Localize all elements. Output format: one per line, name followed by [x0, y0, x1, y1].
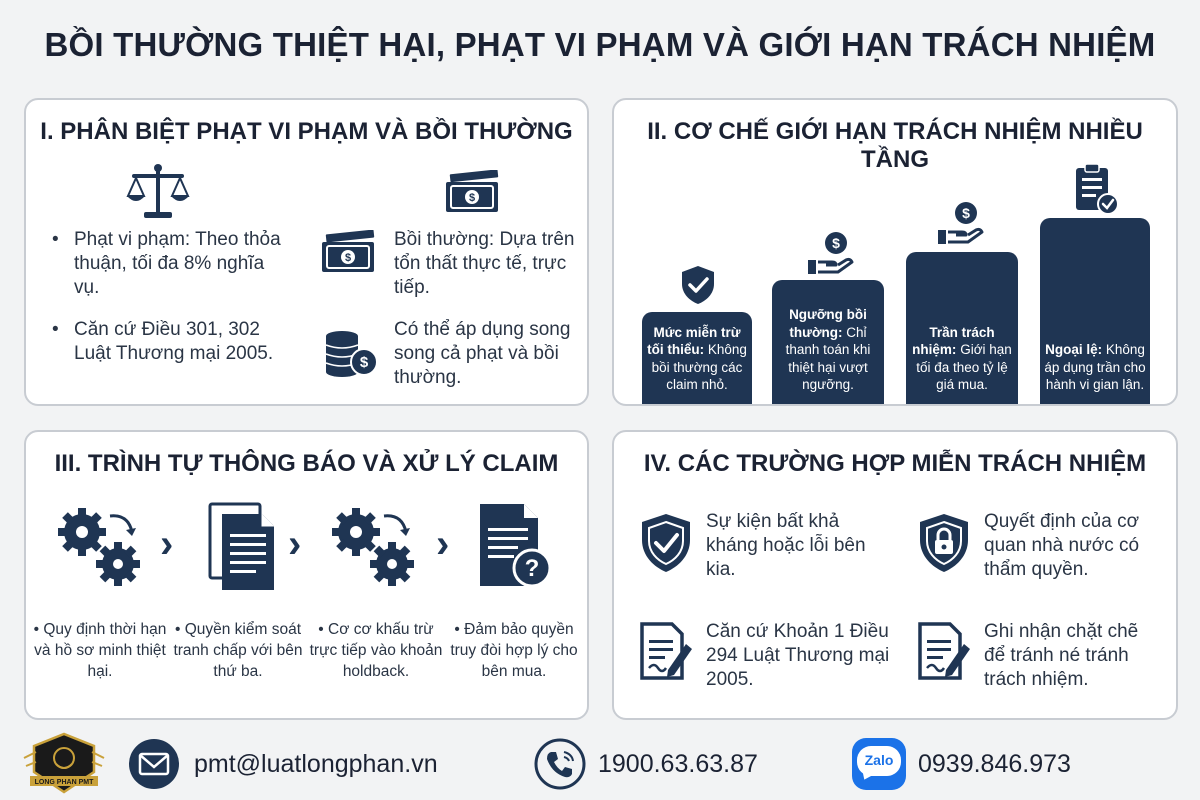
- step-text: • Quy định thời hạn và hồ sơ minh thiệt hại.: [33, 621, 167, 680]
- shield-check-icon: [678, 264, 718, 306]
- section-liability-cap-panel: [612, 98, 1178, 406]
- clipboard-check-icon: [1072, 162, 1120, 216]
- list-item: • Căn cứ Điều 301, 302 Luật Thương mại 2005.: [52, 319, 274, 365]
- shield-check-icon: [638, 512, 694, 574]
- compensation-text: Bồi thường: Dựa trên tổn thất thực tế, trực tiếp.: [394, 229, 575, 299]
- svg-text:$: $: [344, 252, 352, 264]
- document-pen-icon: [916, 620, 972, 682]
- logo-text: LONG PHAN PMT: [34, 779, 94, 786]
- hotline-link[interactable]: 1900.63.63.87: [598, 750, 758, 778]
- page-title: BỒI THƯỜNG THIỆT HẠI, PHẠT VI PHẠM VÀ GIỚI HẠN TRÁCH NHIỆM: [44, 26, 1156, 63]
- section-2-heading: II. CƠ CHẾ GIỚI HẠN TRÁCH NHIỆM NHIỀU TẦNG: [647, 118, 1143, 173]
- tier-bar: Mức miễn trừ tối thiểu: Không bồi thường các claim nhỏ.: [642, 312, 752, 404]
- email-link[interactable]: pmt@luatlongphan.vn: [194, 750, 438, 778]
- document-pen-icon: [638, 620, 694, 682]
- tier-bar: Trần trách nhiệm: Giới hạn tối đa theo tỷ lệ giá mua.: [906, 252, 1018, 404]
- section-claim-process-panel: [24, 430, 589, 720]
- svg-text:$: $: [962, 205, 970, 221]
- phone-icon[interactable]: [534, 738, 586, 790]
- documents-icon: [208, 502, 278, 592]
- zalo-phone-link[interactable]: 0939.846.973: [918, 750, 1071, 778]
- tier-bar: Ngưỡng bồi thường: Chỉ thanh toán khi thiệt hại vượt ngưỡng.: [772, 280, 884, 404]
- section-3-heading: III. TRÌNH TỰ THÔNG BÁO VÀ XỬ LÝ CLAIM: [54, 450, 559, 477]
- zalo-label: Zalo: [864, 752, 894, 768]
- svg-text:$: $: [359, 354, 369, 371]
- company-logo: [22, 730, 106, 798]
- step-text: • Quyền kiểm soát tranh chấp với bên thứ ba.: [173, 621, 303, 680]
- state-decision-text: Quyết định của cơ quan nhà nước có thẩm quyền.: [984, 511, 1140, 581]
- hand-coin-icon: [936, 200, 986, 246]
- section-exemption-panel: [612, 430, 1178, 720]
- svg-text:$: $: [468, 192, 476, 204]
- strict-record-text: Ghi nhận chặt chẽ để tránh né tránh trách nhiệm.: [984, 621, 1139, 691]
- chevron-right-icon: ›: [160, 522, 174, 566]
- svg-text:$: $: [832, 235, 840, 251]
- gears-icon: [328, 502, 422, 592]
- zalo-icon[interactable]: [852, 738, 906, 790]
- step-text: • Cơ cơ khấu trừ trực tiếp vào khoản holdback.: [309, 621, 443, 680]
- section-distinction-panel: [24, 98, 589, 406]
- gears-icon: [54, 502, 148, 592]
- scales-icon: [126, 162, 190, 222]
- cash-icon: [320, 230, 378, 276]
- section-1-heading: I. PHÂN BIỆT PHẠT VI PHẠM VÀ BỒI THƯỜNG: [40, 118, 573, 145]
- shield-lock-icon: [916, 512, 972, 574]
- banknotes-icon: [442, 170, 502, 216]
- email-icon[interactable]: [128, 738, 180, 790]
- hand-coin-icon: [806, 230, 856, 276]
- chevron-right-icon: ›: [436, 522, 450, 566]
- document-question-icon: [474, 500, 556, 592]
- coins-icon: [320, 326, 380, 382]
- tier-bar: Ngoại lệ: Không áp dụng trần cho hành vi gian lận.: [1040, 218, 1150, 404]
- force-majeure-text: Sự kiện bất khả kháng hoặc lỗi bên kia.: [706, 511, 866, 581]
- chevron-right-icon: ›: [288, 522, 302, 566]
- svg-text:?: ?: [524, 555, 540, 582]
- step-text: • Đảm bảo quyền truy đòi hợp lý cho bên mua.: [450, 621, 578, 680]
- section-4-heading: IV. CÁC TRƯỜNG HỢP MIỄN TRÁCH NHIỆM: [643, 450, 1147, 477]
- legal-basis-text: Căn cứ Khoản 1 Điều 294 Luật Thương mại 2005.: [706, 621, 890, 691]
- list-item: • Phạt vi phạm: Theo thỏa thuận, tối đa 8% nghĩa vụ.: [52, 229, 281, 299]
- parallel-apply-text: Có thể áp dụng song song cả phạt và bồi thường.: [394, 319, 571, 389]
